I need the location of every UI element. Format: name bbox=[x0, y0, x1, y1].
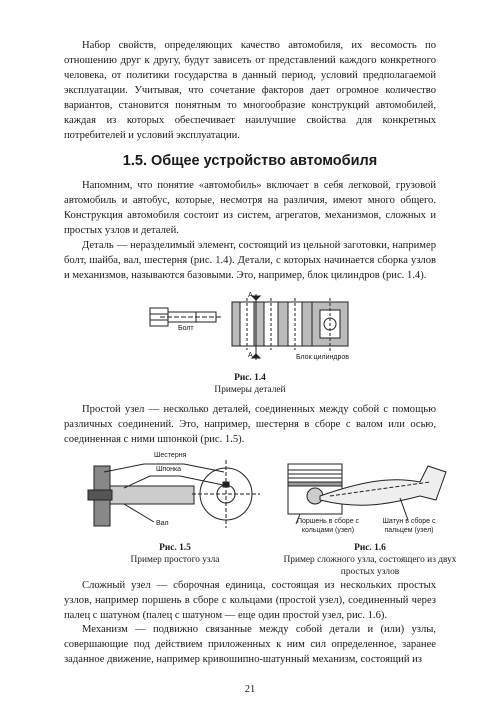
paragraph-quality: Набор свойств, определяющих качество автомобиля, их весомость по отношению друг к другу, будут зависеть от представлений каждого конкретного человека, от политики государства в данный период, условий предполагаемой эксплуатации. Учитывая, что сочетание факторов дает огромное количество вариантов, становится понятным то многообразие конструкций автомобилей, каждая из которых обеспечивает наилучшие свойства для конкретных потребителей и условий эксплуатации. bbox=[64, 40, 436, 141]
figure-1-6-title: Пример сложного узла, состоящего из двух простых узлов bbox=[283, 555, 457, 577]
figure-1-5-number: Рис. 1.5 bbox=[159, 543, 191, 553]
figure-1-6-number: Рис. 1.6 bbox=[354, 543, 386, 553]
figure-1-4-number: Рис. 1.4 bbox=[234, 373, 266, 383]
figure-1-4-caption bbox=[150, 372, 350, 396]
label-connecting-rod: Шатун в сборе с пальцем (узел) bbox=[382, 518, 436, 534]
figure-1-6-caption bbox=[280, 542, 460, 578]
label-shaft: Вал bbox=[156, 520, 169, 527]
paragraph-complex-unit: Сложный узел — сборочная единица, состоящая из нескольких простых узлов, например поршень в сборе с кольцами (простой узел), соединенный через палец с шатуном (палец с шатуном — еще один простой узел, рис. 1.6). bbox=[64, 580, 436, 621]
paragraph-detail-definition: Деталь — неразделимый элемент, состоящий из цельной заготовки, например болт, шайба, вал, шестерня (рис. 1.4). Детали, с которых начинается сборка узлов и механизмов, называются базовыми. Это, например, блок цилиндров (рис. 1.4). bbox=[64, 240, 436, 281]
cylinder-block-section bbox=[232, 294, 312, 360]
label-piston-assembly: Поршень в сборе с кольцами (узел) bbox=[296, 518, 360, 534]
label-section-a-top: А bbox=[248, 292, 253, 299]
label-cylinder-block: Блок цилиндров bbox=[296, 354, 349, 361]
paragraph-simple-unit: Простой узел — несколько деталей, соединенных между собой с помощью различных соединений. Это, например, шестерня в сборе с валом или осью, соединенная с ними шпонкой (рис. 1.5). bbox=[64, 404, 436, 445]
label-gear: Шестерня bbox=[154, 452, 187, 459]
label-key: Шпонка bbox=[156, 466, 182, 473]
page-number: 21 bbox=[244, 684, 256, 695]
paragraph-mechanism: Механизм — подвижно связанные между собой детали и (или) узлы, совершающие под действием приложенных к ним сил определенное, заранее заданное движение, например кривошипно-шатунный механизм, состоящий из bbox=[64, 624, 436, 665]
figure-1-4-title: Примеры деталей bbox=[214, 385, 286, 395]
cylinder-block-side bbox=[312, 298, 348, 352]
paragraph-automobile-concept: Напомним, что понятие «автомобиль» включает в себя легковой, грузовой автомобиль и автобус, которые, несмотря на различия, имеют много общего. Конструкция автомобиля состоит из систем, агрегатов, механизмов, сложных и простых узлов и деталей. bbox=[64, 180, 436, 236]
label-bolt: Болт bbox=[178, 325, 194, 332]
bolt-drawing bbox=[150, 308, 222, 326]
label-section-a-bottom: А bbox=[248, 352, 253, 359]
figure-1-5-caption bbox=[90, 542, 260, 566]
figure-1-5-drawing bbox=[84, 452, 284, 542]
section-heading: 1.5. Общее устройство автомобиля bbox=[122, 153, 378, 169]
figure-1-5-title: Пример простого узла bbox=[130, 555, 220, 565]
